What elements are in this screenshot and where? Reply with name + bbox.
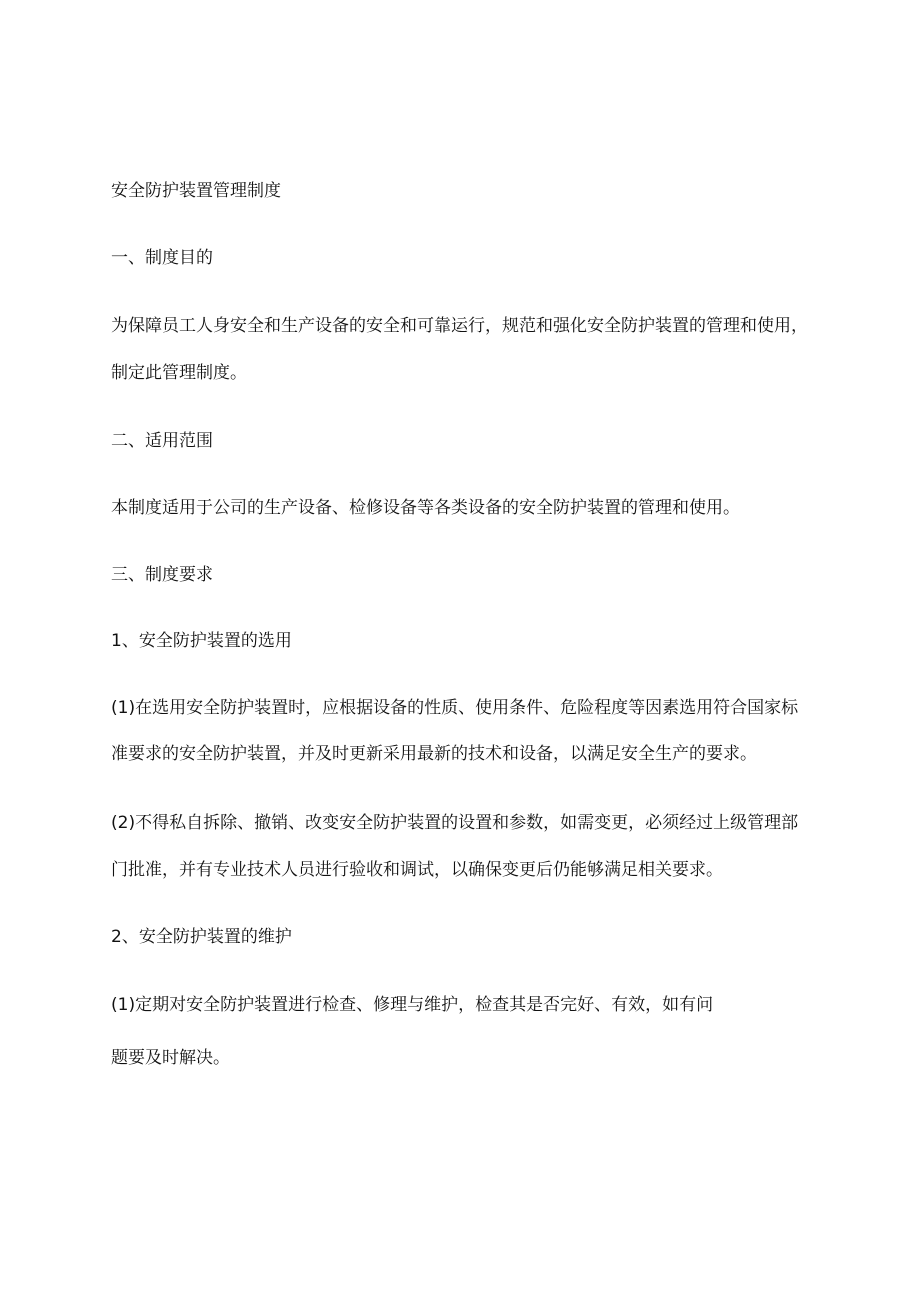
section-heading-purpose: 一、制度目的	[111, 248, 213, 268]
paragraph-line: 本制度适用于公司的生产设备、检修设备等各类设备的安全防护装置的管理和使用。	[111, 498, 740, 518]
section-heading-scope: 二、适用范围	[111, 431, 213, 451]
paragraph-line: 制定此管理制度。	[111, 363, 247, 383]
paragraph-line: (2)不得私自拆除、撤销、改变安全防护装置的设置和参数，如需变更，必须经过上级管理部	[111, 813, 799, 833]
paragraph-line: 为保障员工人身安全和生产设备的安全和可靠运行，规范和强化安全防护装置的管理和使用，	[111, 316, 808, 336]
paragraph-line: 题要及时解决。	[111, 1048, 230, 1068]
paragraph-line: (1)在选用安全防护装置时，应根据设备的性质、使用条件、危险程度等因素选用符合国家标	[111, 698, 799, 718]
subsection-heading-selection: 1、安全防护装置的选用	[111, 631, 292, 651]
paragraph-line: 门批准，并有专业技术人员进行验收和调试，以确保变更后仍能够满足相关要求。	[111, 860, 723, 880]
paragraph-line: 准要求的安全防护装置，并及时更新采用最新的技术和设备，以满足安全生产的要求。	[111, 744, 757, 764]
subsection-heading-maintenance: 2、安全防护装置的维护	[111, 927, 292, 947]
section-heading-requirements: 三、制度要求	[111, 565, 213, 585]
paragraph-line: (1)定期对安全防护装置进行检查、修理与维护，检查其是否完好、有效，如有问	[111, 995, 714, 1015]
document-title: 安全防护装置管理制度	[111, 181, 281, 201]
